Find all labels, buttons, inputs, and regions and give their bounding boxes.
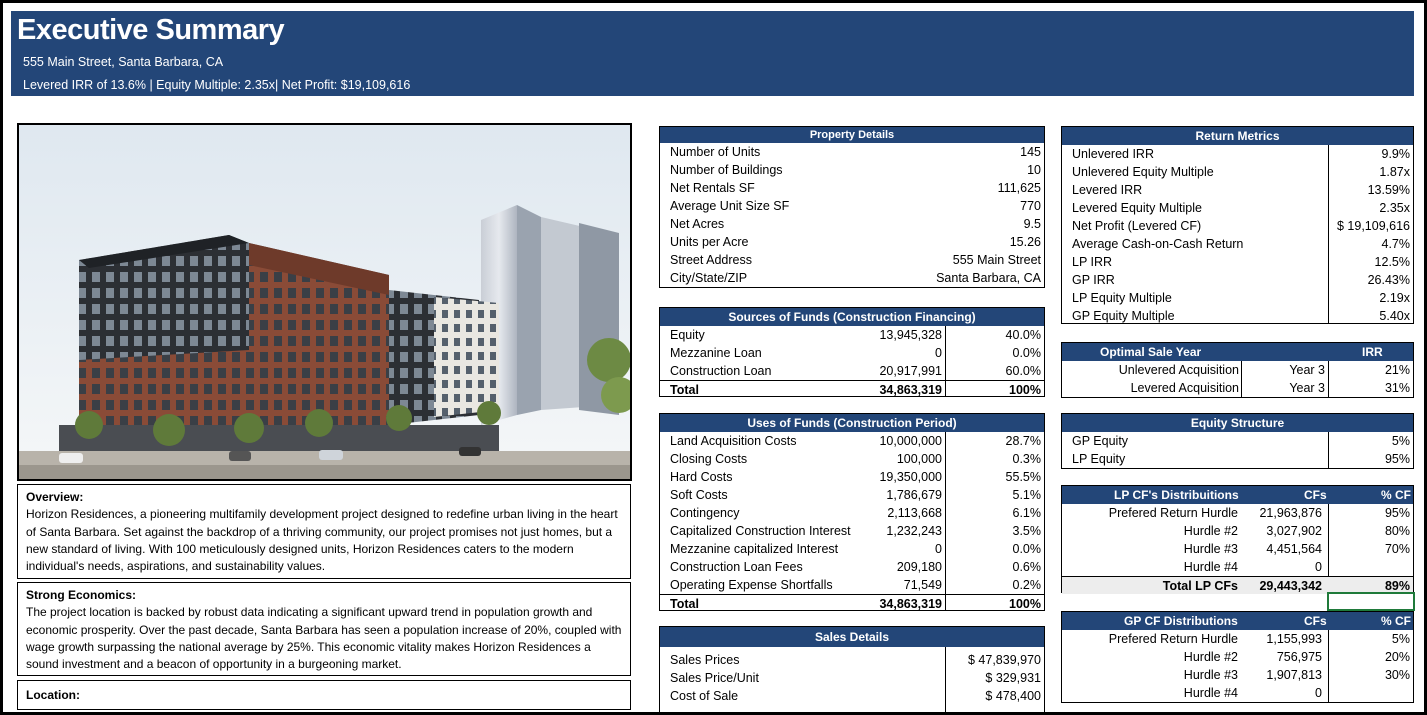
background-tower-icon (481, 205, 619, 425)
table-row[interactable] (660, 215, 1044, 233)
table-row[interactable] (1062, 684, 1413, 702)
metric-value: 1.87x (1379, 165, 1410, 179)
metric-label: Average Cash-on-Cash Return (1072, 237, 1244, 251)
row-percent: 55.5% (1005, 470, 1041, 484)
row-percent: 60.0% (1005, 364, 1041, 378)
property-value: Santa Barbara, CA (936, 271, 1041, 285)
row-label: Mezzanine Loan (670, 346, 762, 360)
table-row[interactable] (660, 450, 1044, 468)
sales-value: $ 329,931 (985, 671, 1041, 685)
table-row[interactable] (1062, 181, 1413, 199)
table-row[interactable] (1062, 540, 1413, 558)
row-amount: 209,180 (896, 560, 942, 574)
row-percent: 0.2% (1012, 578, 1041, 592)
property-label: Number of Units (670, 145, 761, 159)
metric-value: 26.43% (1367, 273, 1410, 287)
summary-line: Levered IRR of 13.6% | Equity Multiple: 2.35x| Net Profit: $19,109,616 (23, 78, 411, 92)
building-rendering-image[interactable] (17, 123, 632, 481)
equity-value: 5% (1391, 434, 1410, 448)
metric-label: LP IRR (1072, 255, 1113, 269)
hurdle-cf: 4,451,564 (1266, 542, 1322, 556)
row-amount: 1,786,679 (886, 488, 942, 502)
overview-title: Overview: (26, 490, 84, 504)
selected-cell[interactable] (1327, 592, 1415, 611)
metric-label: GP Equity Multiple (1072, 309, 1175, 323)
row-label: Land Acquisition Costs (670, 434, 797, 448)
metric-value: 12.5% (1374, 255, 1410, 269)
total-cf: 29,443,342 (1259, 579, 1322, 593)
table-row[interactable] (1062, 271, 1413, 289)
sales-header: Sales Details (660, 627, 1044, 647)
table-row[interactable] (1062, 666, 1413, 684)
row-percent: 40.0% (1005, 328, 1041, 342)
table-row[interactable] (660, 669, 1044, 687)
sources-table (659, 307, 1045, 397)
metric-value: 2.35x (1379, 201, 1410, 215)
metric-value: 5.40x (1379, 309, 1410, 323)
row-percent: 0.0% (1012, 346, 1041, 360)
lp-header: LP CF's Distribuitions (1114, 488, 1239, 502)
sales-table (659, 626, 1045, 715)
table-row[interactable] (1062, 648, 1413, 666)
optimal-sale-table (1061, 342, 1414, 398)
table-row[interactable] (1062, 199, 1413, 217)
total-label: Total LP CFs (1162, 579, 1238, 593)
table-row[interactable] (660, 558, 1044, 576)
location-title: Location: (26, 688, 80, 702)
table-row[interactable] (1062, 163, 1413, 181)
equity-label: LP Equity (1072, 452, 1126, 466)
equity-value: 95% (1384, 452, 1410, 466)
table-row[interactable] (1062, 558, 1413, 576)
row-label: Soft Costs (670, 488, 728, 502)
table-row[interactable] (660, 576, 1044, 594)
table-row[interactable] (660, 197, 1044, 215)
total-percent: 89% (1384, 579, 1410, 593)
property-label: Units per Acre (670, 235, 749, 249)
total-row[interactable] (660, 594, 1044, 612)
hurdle-label: Hurdle #4 (1183, 560, 1238, 574)
table-row[interactable] (1062, 253, 1413, 271)
hurdle-label: Hurdle #2 (1183, 650, 1238, 664)
optimal-irr-header: IRR (1362, 345, 1383, 359)
total-percent: 100% (1009, 383, 1041, 397)
metric-label: Unlevered IRR (1072, 147, 1154, 161)
table-row[interactable] (1062, 217, 1413, 235)
row-label: Mezzanine capitalized Interest (670, 542, 839, 556)
hurdle-label: Hurdle #3 (1183, 542, 1238, 556)
sales-label: Cost of Sale (670, 689, 739, 703)
sale-label: Levered Acquisition (1130, 381, 1239, 395)
hurdle-percent: 30% (1384, 668, 1410, 682)
property-label: City/State/ZIP (670, 271, 748, 285)
row-label: Construction Loan (670, 364, 772, 378)
overview-box (17, 484, 631, 579)
total-amount: 34,863,319 (879, 383, 942, 397)
sale-year: Year 3 (1289, 381, 1325, 395)
row-percent: 3.5% (1012, 524, 1041, 538)
page-title: Executive Summary (17, 14, 285, 46)
metric-value: 2.19x (1379, 291, 1410, 305)
gp-pct-header: % CF (1381, 614, 1411, 628)
lp-cfs-header: CFs (1304, 488, 1327, 502)
table-row[interactable] (660, 233, 1044, 251)
hurdle-percent: 95% (1384, 506, 1410, 520)
property-label: Net Rentals SF (670, 181, 755, 195)
sales-label: Sales Prices (670, 653, 740, 667)
overview-text: Horizon Residences, a pioneering multifamily development project designed to redefine urban living in the heart of Santa Barbara. Set against the backdrop of a thriving community, our project promises not just homes, but a new standard of living. With 100 meticulously designed units, Horizon Residences caters to the modern individual's needs, aspirations, and sustainability values. (26, 507, 618, 574)
table-row[interactable] (660, 651, 1044, 669)
row-amount: 0 (935, 346, 942, 360)
metric-label: Net Profit (Levered CF) (1072, 219, 1202, 233)
property-value: 145 (1020, 145, 1041, 159)
property-label: Average Unit Size SF (670, 199, 790, 213)
property-address: 555 Main Street, Santa Barbara, CA (23, 55, 224, 69)
property-value: 555 Main Street (952, 253, 1041, 267)
row-label: Operating Expense Shortfalls (670, 578, 833, 592)
total-row[interactable] (660, 380, 1044, 398)
table-row[interactable] (660, 432, 1044, 450)
row-label: Contingency (670, 506, 740, 520)
uses-header: Uses of Funds (Construction Period) (660, 414, 1044, 432)
sale-irr: 31% (1384, 381, 1410, 395)
table-row[interactable] (660, 344, 1044, 362)
metric-label: LP Equity Multiple (1072, 291, 1172, 305)
row-label: Construction Loan Fees (670, 560, 803, 574)
metric-label: Levered Equity Multiple (1072, 201, 1202, 215)
metric-value: 13.59% (1367, 183, 1410, 197)
hurdle-cf: 0 (1315, 686, 1322, 700)
table-row[interactable] (1062, 307, 1413, 325)
property-details-table (659, 126, 1045, 288)
location-box (17, 680, 631, 710)
row-percent: 0.3% (1012, 452, 1041, 466)
table-row[interactable] (660, 161, 1044, 179)
table-row[interactable] (660, 362, 1044, 380)
uses-table (659, 413, 1045, 611)
table-row[interactable] (1062, 361, 1413, 379)
row-percent: 28.7% (1005, 434, 1041, 448)
table-row[interactable] (660, 468, 1044, 486)
optimal-sale-header: Optimal Sale Year (1100, 345, 1202, 359)
economics-box (17, 582, 631, 676)
row-amount: 71,549 (903, 578, 942, 592)
row-amount: 1,232,243 (886, 524, 942, 538)
equity-structure-header: Equity Structure (1062, 414, 1413, 432)
property-label: Number of Buildings (670, 163, 783, 177)
row-amount: 19,350,000 (879, 470, 942, 484)
table-row[interactable] (660, 251, 1044, 269)
property-label: Street Address (670, 253, 752, 267)
gp-distributions-table (1061, 611, 1414, 703)
hurdle-label: Hurdle #3 (1183, 668, 1238, 682)
table-row[interactable] (1062, 289, 1413, 307)
hurdle-percent: 70% (1384, 542, 1410, 556)
hurdle-label: Prefered Return Hurdle (1108, 632, 1238, 646)
metric-value: 9.9% (1381, 147, 1410, 161)
hurdle-percent: 20% (1384, 650, 1410, 664)
table-row[interactable] (660, 486, 1044, 504)
economics-title: Strong Economics: (26, 588, 137, 602)
table-row[interactable] (1062, 432, 1413, 450)
row-amount: 10,000,000 (879, 434, 942, 448)
row-amount: 0 (935, 542, 942, 556)
table-row[interactable] (660, 522, 1044, 540)
row-amount: 2,113,668 (887, 506, 942, 520)
property-value: 10 (1027, 163, 1041, 177)
sources-header: Sources of Funds (Construction Financing) (660, 308, 1044, 326)
table-row[interactable] (1062, 145, 1413, 163)
row-amount: 100,000 (896, 452, 942, 466)
hurdle-cf: 1,907,813 (1266, 668, 1322, 682)
table-row[interactable] (660, 269, 1044, 287)
hurdle-cf: 756,975 (1276, 650, 1322, 664)
sales-value: $ 47,839,970 (968, 653, 1041, 667)
row-label: Equity (670, 328, 705, 342)
sale-year: Year 3 (1289, 363, 1325, 377)
sales-label: Sales Price/Unit (670, 671, 759, 685)
property-value: 111,625 (997, 181, 1041, 195)
header-banner (11, 11, 1414, 96)
table-row[interactable] (660, 143, 1044, 161)
gp-cfs-header: CFs (1304, 614, 1327, 628)
hurdle-percent: 80% (1384, 524, 1410, 538)
hurdle-cf: 3,027,902 (1266, 524, 1322, 538)
gp-header: GP CF Distributions (1124, 614, 1238, 628)
sales-value: $ 478,400 (985, 689, 1041, 703)
total-label: Total (670, 597, 699, 611)
property-label: Net Acres (670, 217, 725, 231)
row-amount: 13,945,328 (879, 328, 942, 342)
return-metrics-header: Return Metrics (1062, 127, 1413, 145)
row-label: Closing Costs (670, 452, 748, 466)
row-label: Capitalized Construction Interest (670, 524, 851, 538)
lp-distributions-table (1061, 485, 1414, 593)
metric-value: $ 19,109,616 (1337, 219, 1410, 233)
table-row[interactable] (1062, 379, 1413, 397)
total-amount: 34,863,319 (879, 597, 942, 611)
table-row[interactable] (660, 687, 1044, 705)
table-row[interactable] (660, 179, 1044, 197)
sale-label: Unlevered Acquisition (1118, 363, 1239, 377)
economics-text: The project location is backed by robust data indicating a significant upward trend in population growth and economic prosperity. Over the past decade, Santa Barbara has seen a population increase of 20%, coupled with wage growth surpassing the national average by 25%. This economic vitality makes Horizon Residences a sound investment and a beacon of opportunity in a burgeoning market. (26, 605, 622, 672)
table-row[interactable] (1062, 235, 1413, 253)
metric-label: GP IRR (1072, 273, 1115, 287)
total-percent: 100% (1009, 597, 1041, 611)
hurdle-percent: 5% (1391, 632, 1410, 646)
property-value: 770 (1020, 199, 1041, 213)
row-label: Hard Costs (670, 470, 733, 484)
table-row[interactable] (1062, 630, 1413, 648)
hurdle-label: Hurdle #4 (1183, 686, 1238, 700)
row-percent: 0.0% (1012, 542, 1041, 556)
total-label: Total (670, 383, 699, 397)
equity-structure-table (1061, 413, 1414, 469)
hurdle-label: Prefered Return Hurdle (1108, 506, 1238, 520)
table-row[interactable] (660, 540, 1044, 558)
metric-value: 4.7% (1381, 237, 1410, 251)
table-row[interactable] (1062, 504, 1413, 522)
hurdle-cf: 1,155,993 (1266, 632, 1322, 646)
row-percent: 0.6% (1012, 560, 1041, 574)
lp-pct-header: % CF (1381, 488, 1411, 502)
property-value: 9.5 (1023, 217, 1041, 231)
return-metrics-table (1061, 126, 1414, 324)
table-row[interactable] (1062, 522, 1413, 540)
property-details-header: Property Details (660, 127, 1044, 143)
table-row[interactable] (1062, 450, 1413, 468)
row-percent: 6.1% (1012, 506, 1041, 520)
metric-label: Unlevered Equity Multiple (1072, 165, 1214, 179)
metric-label: Levered IRR (1072, 183, 1143, 197)
sale-irr: 21% (1384, 363, 1410, 377)
row-amount: 20,917,991 (879, 364, 942, 378)
hurdle-label: Hurdle #2 (1183, 524, 1238, 538)
equity-label: GP Equity (1072, 434, 1129, 448)
table-row[interactable] (660, 326, 1044, 344)
table-row[interactable] (660, 504, 1044, 522)
property-value: 15.26 (1009, 235, 1041, 249)
row-percent: 5.1% (1012, 488, 1041, 502)
hurdle-cf: 0 (1315, 560, 1322, 574)
hurdle-cf: 21,963,876 (1259, 506, 1322, 520)
